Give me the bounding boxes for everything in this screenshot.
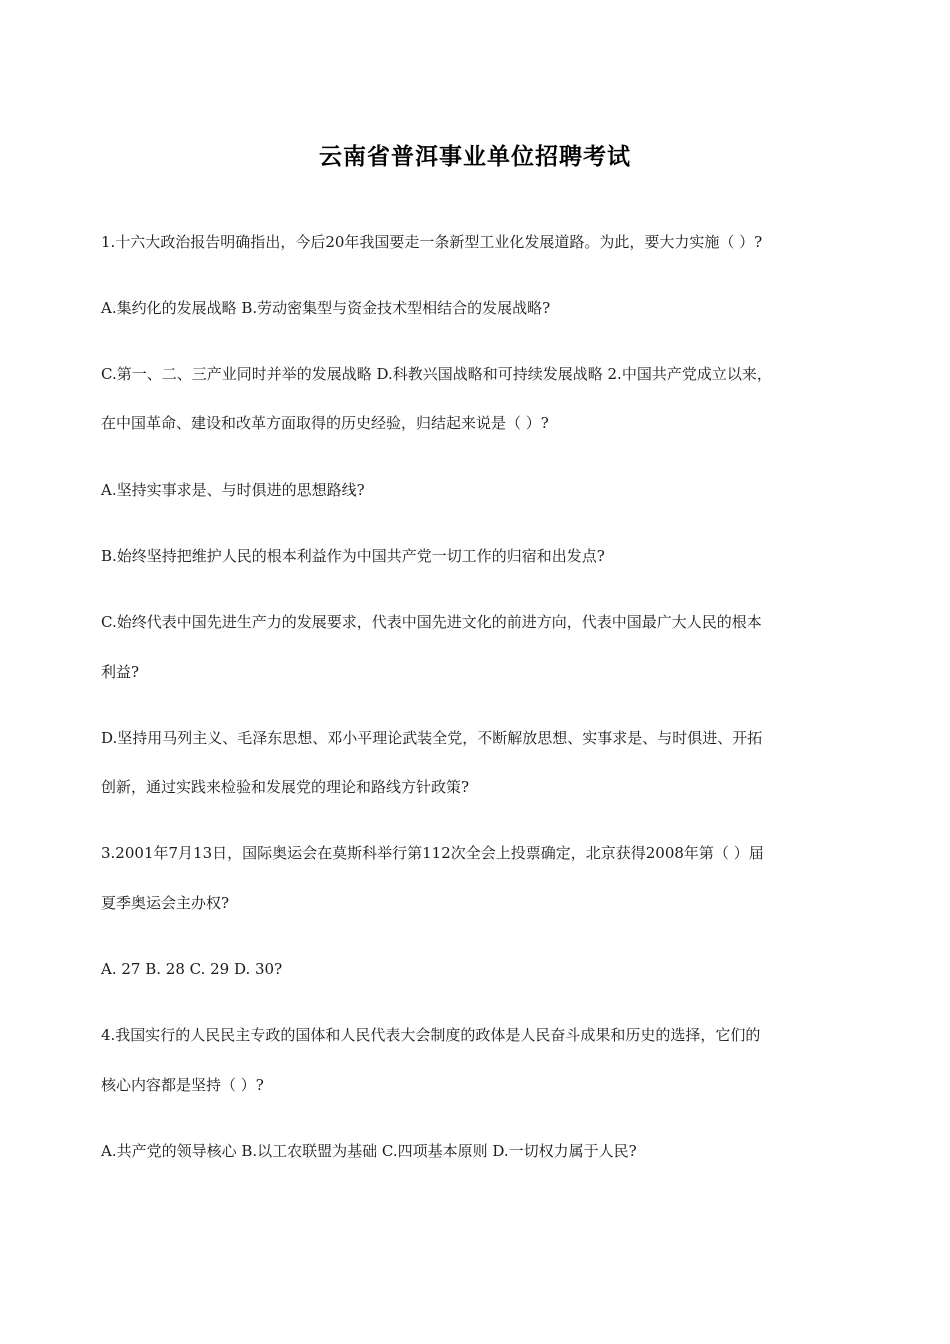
text-line-q2-option-c-continued: 利益? <box>101 663 140 681</box>
text-line-q3-continued: 夏季奥运会主办权? <box>101 894 230 912</box>
text-line-q3-options: A. 27 B. 28 C. 29 D. 30? <box>101 960 283 978</box>
text-line-q2-option-b: B.始终坚持把维护人民的根本利益作为中国共产党一切工作的归宿和出发点? <box>101 547 605 565</box>
text-line-q2-option-a: A.坚持实事求是、与时俱进的思想路线? <box>101 481 365 499</box>
text-line-q1-options-ab: A.集约化的发展战略 B.劳动密集型与资金技术型相结合的发展战略? <box>101 299 551 317</box>
text-line-q4-continued: 核心内容都是坚持（ ）? <box>101 1076 264 1094</box>
text-line-q1: 1.十六大政治报告明确指出，今后20年我国要走一条新型工业化发展道路。为此，要大力实施（ ）? <box>101 233 763 251</box>
text-line-q2-option-d: D.坚持用马列主义、毛泽东思想、邓小平理论武装全党，不断解放思想、实事求是、与时俱进、开拓 <box>101 729 763 747</box>
text-line-q3: 3.2001年7月13日，国际奥运会在莫斯科举行第112次全会上投票确定，北京获得2008年第（ ）届 <box>101 844 764 862</box>
text-line-q2-continued: 在中国革命、建设和改革方面取得的历史经验，归结起来说是（ ）? <box>101 414 549 432</box>
text-line-q2-option-d-continued: 创新，通过实践来检验和发展党的理论和路线方针政策? <box>101 778 470 796</box>
text-line-q4-options: A.共产党的领导核心 B.以工农联盟为基础 C.四项基本原则 D.一切权力属于人民? <box>101 1142 637 1160</box>
document-title: 云南省普洱事业单位招聘考试 <box>319 144 631 170</box>
text-line-q4: 4.我国实行的人民民主专政的国体和人民代表大会制度的政体是人民奋斗成果和历史的选择，它们的 <box>101 1026 761 1044</box>
text-line-q2-option-c: C.始终代表中国先进生产力的发展要求，代表中国先进文化的前进方向，代表中国最广大人民的根本 <box>101 613 762 631</box>
text-line-q1-options-cd-q2: C.第一、二、三产业同时并举的发展战略 D.科教兴国战略和可持续发展战略 2.中国共产党成立以来， <box>101 365 772 383</box>
